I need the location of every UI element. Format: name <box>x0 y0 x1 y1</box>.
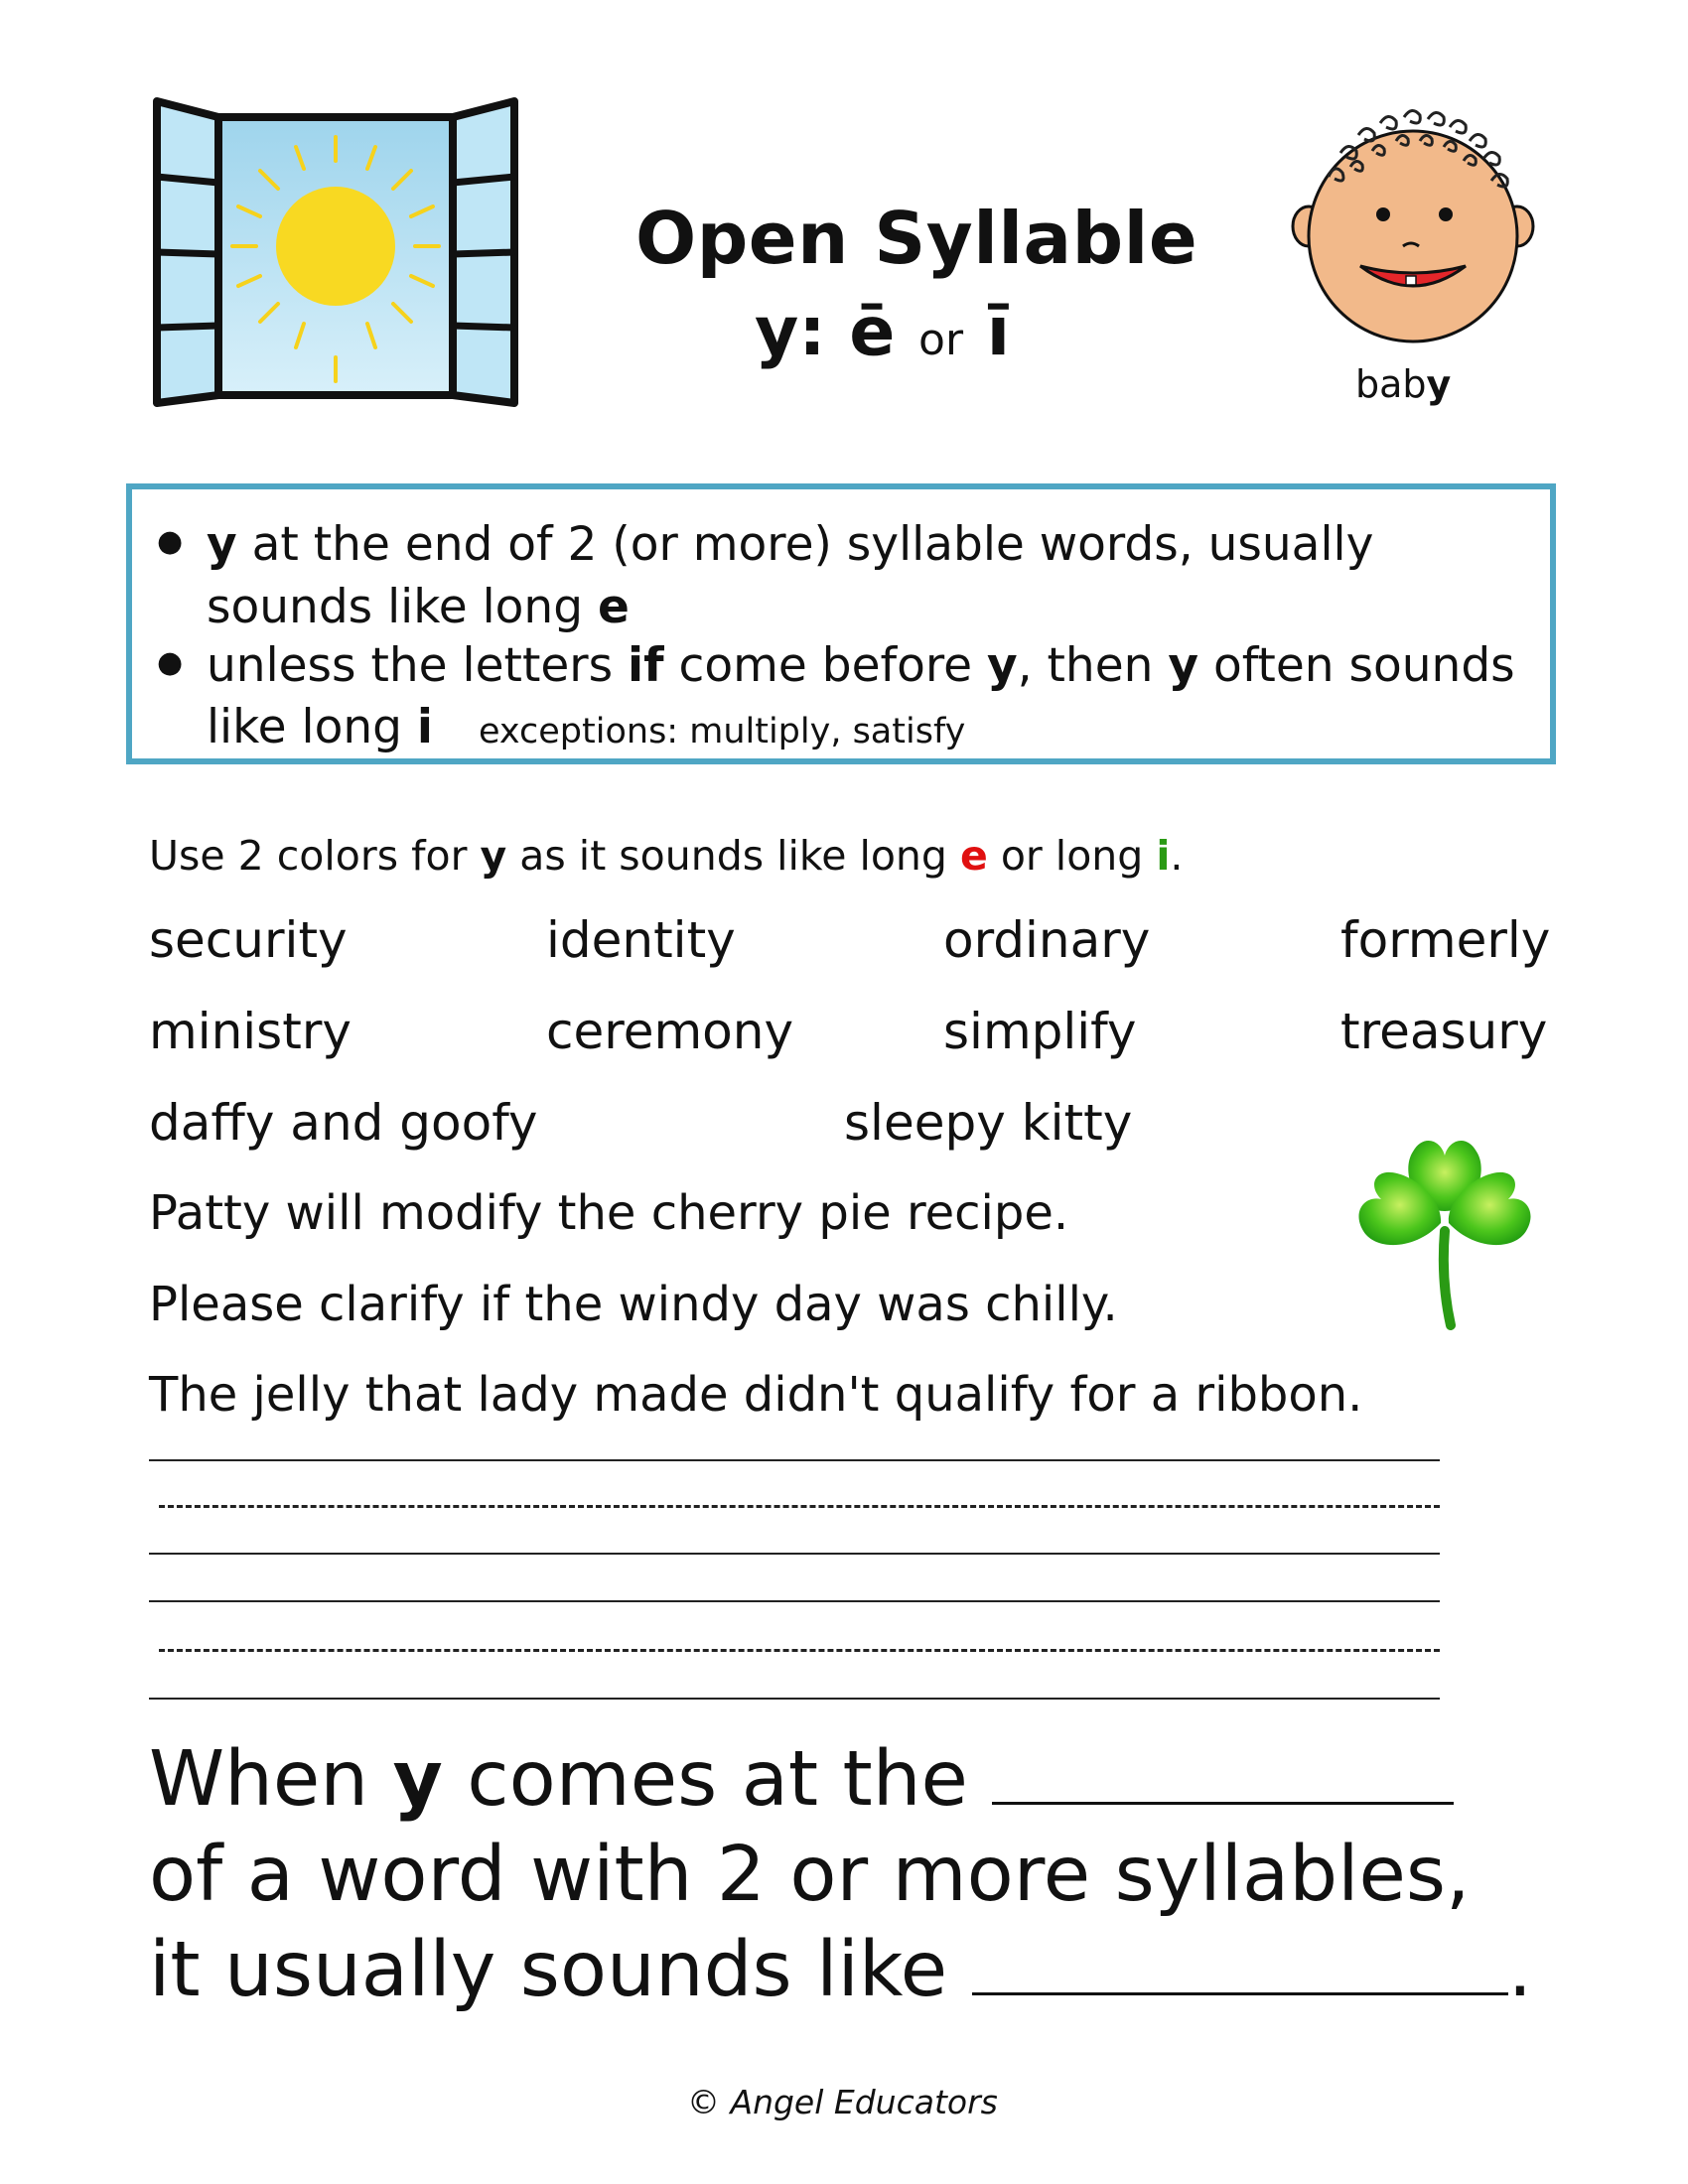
shamrock-icon <box>1345 1112 1544 1330</box>
rules-box <box>126 483 1556 764</box>
rule-2-line-2 <box>157 696 965 763</box>
instructions <box>149 832 1183 880</box>
instr-text-c: or long <box>987 832 1157 880</box>
sentence: Patty will modify the cherry pie recipe. <box>149 1185 1069 1241</box>
fill-in-line-3 <box>149 1926 1532 2014</box>
rule-1-e: e <box>597 580 630 634</box>
fill-in-line-1 <box>149 1735 1454 1824</box>
fill-in-blank-1[interactable] <box>992 1742 1454 1805</box>
rule-1-y: y <box>207 517 237 572</box>
writing-line[interactable] <box>149 1459 1440 1461</box>
word-item: identity <box>546 911 736 969</box>
page-subtitle <box>755 293 1010 371</box>
rule-2-text-b: come before <box>663 638 987 693</box>
word-item: ordinary <box>943 911 1151 969</box>
copyright: © Angel Educators <box>687 2083 998 2121</box>
rule-2-text-d: often sounds <box>1198 638 1515 693</box>
word-item: formerly <box>1340 911 1551 969</box>
subtitle-long-i: ī <box>986 293 1011 371</box>
word-item: simplify <box>943 1003 1137 1060</box>
rule-1-line-1 <box>157 513 1373 579</box>
writing-line[interactable] <box>149 1553 1440 1555</box>
word-item: ministry <box>149 1003 352 1060</box>
fill-in-text-a: When <box>149 1735 393 1824</box>
word-item: security <box>149 911 348 969</box>
window-sun-icon <box>149 97 522 407</box>
bullet-icon: ● <box>157 524 184 559</box>
instr-text-b: as it sounds like long <box>506 832 960 880</box>
subtitle-letter: y: <box>755 293 826 371</box>
writing-midline <box>159 1649 1440 1652</box>
instr-text-a: Use 2 colors for <box>149 832 481 880</box>
rule-2-y-1: y <box>986 638 1018 693</box>
rule-2-y-2: y <box>1168 638 1199 693</box>
fill-in-period: . <box>1507 1926 1533 2014</box>
exceptions-note: exceptions: multiply, satisfy <box>479 712 966 751</box>
word-item: daffy and goofy <box>149 1094 538 1152</box>
instr-long-e: e <box>959 832 988 880</box>
rule-2-text-a: unless the letters <box>207 638 629 693</box>
rule-2-i: i <box>416 700 434 754</box>
baby-face-icon <box>1289 97 1537 347</box>
fill-in-y: y <box>392 1735 443 1824</box>
baby-caption-y: y <box>1426 362 1452 406</box>
bullet-icon: ● <box>157 645 184 680</box>
fill-in-text-c: it usually sounds like <box>149 1926 948 2014</box>
fill-in-line-2: of a word with 2 or more syllables, <box>149 1831 1471 1919</box>
writing-line[interactable] <box>149 1698 1440 1700</box>
writing-line[interactable] <box>149 1600 1440 1602</box>
page-title: Open Syllable <box>635 197 1198 280</box>
rule-1-text: at the end of 2 (or more) syllable words, usually <box>236 517 1374 572</box>
fill-in-text-b: comes at the <box>442 1735 968 1824</box>
sentence: The jelly that lady made didn't qualify for a ribbon. <box>149 1367 1363 1423</box>
sentence: Please clarify if the windy day was chilly. <box>149 1277 1118 1332</box>
fill-in-blank-2[interactable] <box>972 1933 1508 1995</box>
subtitle-or: or <box>918 315 964 365</box>
rule-2-line-2-text: like long <box>207 700 417 754</box>
word-item: ceremony <box>546 1003 794 1060</box>
subtitle-long-e: ē <box>849 293 896 371</box>
instr-long-i: i <box>1156 832 1171 880</box>
word-item: sleepy kitty <box>844 1094 1133 1152</box>
rule-1-line-2-text: sounds like long <box>207 580 598 634</box>
rule-2-if: if <box>628 638 664 693</box>
rule-2-text-c: , then <box>1017 638 1169 693</box>
rule-1-line-2 <box>157 576 630 638</box>
instr-y: y <box>480 832 507 880</box>
baby-caption <box>1355 362 1451 406</box>
instr-text-d: . <box>1170 832 1184 880</box>
word-item: treasury <box>1340 1003 1548 1060</box>
writing-midline <box>159 1505 1440 1508</box>
baby-caption-start: bab <box>1355 362 1427 406</box>
rule-2-line-1 <box>157 634 1515 700</box>
